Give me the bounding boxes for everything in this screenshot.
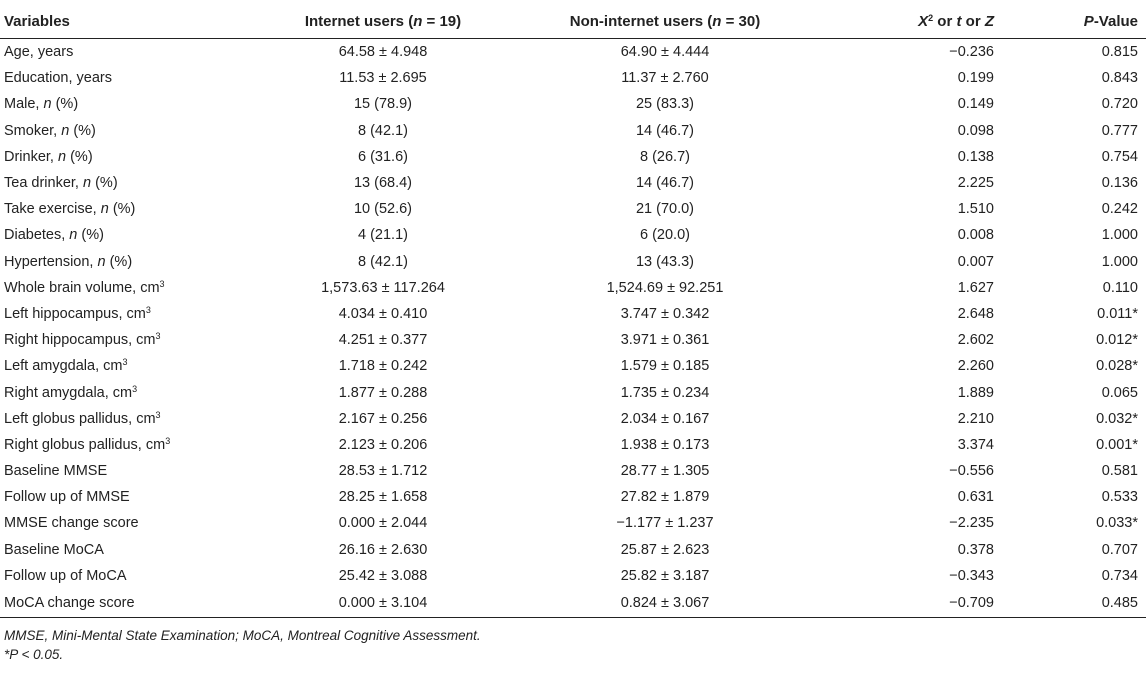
cell-internet-users: 2.167 ± 0.256 bbox=[338, 410, 428, 427]
header-test-statistic: $X^2$ or t or Z bbox=[834, 5, 1002, 39]
cell-p-value: 0.028* bbox=[1096, 358, 1138, 375]
row-label: Follow up of MMSE bbox=[4, 489, 130, 506]
table-row bbox=[0, 65, 1146, 91]
row-label: Drinker, n (%) bbox=[4, 148, 93, 165]
cell-test-statistic: 0.138 bbox=[957, 148, 994, 165]
cell-test-statistic: 0.149 bbox=[957, 96, 994, 113]
cell-internet-users: 6 (31.6) bbox=[358, 148, 408, 165]
cell-p-value: 0.777 bbox=[1101, 122, 1138, 139]
table-row bbox=[0, 589, 1146, 618]
table-row bbox=[0, 353, 1146, 379]
cell-test-statistic: −0.709 bbox=[834, 589, 1002, 618]
cell-internet-users: 8 (42.1) bbox=[358, 253, 408, 270]
cell-internet-users: 4 (21.1) bbox=[358, 227, 408, 244]
row-label: Smoker, n (%) bbox=[4, 122, 96, 139]
table-row bbox=[0, 510, 1146, 536]
row-label: Left hippocampus, $cm^3$ bbox=[4, 304, 151, 322]
cell-test-statistic: −0.343 bbox=[949, 567, 994, 584]
cell-non-internet-users: 1,524.69 ± 92.251 bbox=[606, 279, 724, 296]
demographics-table bbox=[0, 5, 1146, 618]
cell-test-statistic: 0.007 bbox=[957, 253, 994, 270]
cell-internet-users: 2.123 ± 0.206 bbox=[338, 436, 428, 453]
table-row bbox=[0, 379, 1146, 405]
table-row bbox=[0, 406, 1146, 432]
header-variables: Variables bbox=[0, 5, 270, 39]
cell-p-value: 0.012* bbox=[1096, 332, 1138, 349]
cell-internet-users: 0.000 ± 2.044 bbox=[338, 515, 428, 532]
cell-test-statistic: 2.210 bbox=[957, 410, 994, 427]
cell-test-statistic: 0.199 bbox=[957, 70, 994, 87]
cell-p-value: 0.734 bbox=[1101, 567, 1138, 584]
cell-p-value: 0.001* bbox=[1096, 436, 1138, 453]
table-row bbox=[0, 118, 1146, 144]
cell-p-value: 0.843 bbox=[1101, 70, 1138, 87]
cell-non-internet-users: 6 (20.0) bbox=[640, 227, 690, 244]
cell-p-value: 0.110 bbox=[1102, 279, 1138, 296]
row-label: Male, n (%) bbox=[4, 96, 79, 113]
cell-internet-users: 10 (52.6) bbox=[353, 201, 413, 218]
cell-non-internet-users: 27.82 ± 1.879 bbox=[620, 489, 710, 506]
footnote-significance: *P < 0.05. bbox=[4, 646, 64, 662]
row-label: Left amygdala, $cm^3$ bbox=[4, 357, 128, 375]
cell-internet-users: 1,573.63 ± 117.264 bbox=[321, 279, 445, 296]
cell-p-value: 1.000 bbox=[1101, 227, 1138, 244]
cell-internet-users: 64.58 ± 4.948 bbox=[338, 44, 428, 61]
cell-p-value: 0.032* bbox=[1096, 410, 1138, 427]
cell-non-internet-users: 25 (83.3) bbox=[635, 96, 695, 113]
cell-non-internet-users: 1.579 ± 0.185 bbox=[620, 358, 710, 375]
cell-p-value: 0.136 bbox=[1101, 175, 1138, 192]
cell-test-statistic: 0.631 bbox=[957, 489, 994, 506]
cell-p-value: 0.533 bbox=[1101, 489, 1138, 506]
table-container bbox=[0, 5, 1146, 664]
cell-non-internet-users: 28.77 ± 1.305 bbox=[620, 463, 710, 480]
cell-test-statistic: −0.556 bbox=[949, 463, 994, 480]
cell-internet-users: 11.53 ± 2.695 bbox=[339, 70, 427, 87]
cell-test-statistic: 0.378 bbox=[957, 541, 994, 558]
cell-non-internet-users: 1.735 ± 0.234 bbox=[620, 384, 710, 401]
cell-internet-users: 28.53 ± 1.712 bbox=[338, 463, 428, 480]
row-label: Take exercise, n (%) bbox=[4, 201, 136, 218]
cell-test-statistic: 2.260 bbox=[957, 358, 994, 375]
cell-test-statistic: 1.627 bbox=[957, 279, 994, 296]
cell-p-value: 0.242 bbox=[1101, 201, 1138, 218]
cell-internet-users: 8 (42.1) bbox=[358, 122, 408, 139]
cell-p-value: 0.011* bbox=[1097, 305, 1138, 322]
cell-p-value: 0.581 bbox=[1101, 463, 1138, 480]
header-internet-users: Internet users (n = 19) bbox=[270, 5, 496, 39]
cell-test-statistic: 2.648 bbox=[957, 305, 994, 322]
table-row bbox=[0, 301, 1146, 327]
row-label: Hypertension, n (%) bbox=[4, 253, 133, 270]
cell-test-statistic: −2.235 bbox=[949, 515, 994, 532]
cell-test-statistic: 2.602 bbox=[957, 332, 994, 349]
cell-test-statistic: 2.225 bbox=[957, 175, 994, 192]
cell-non-internet-users: 21 (70.0) bbox=[635, 201, 695, 218]
cell-non-internet-users: 1.938 ± 0.173 bbox=[620, 436, 710, 453]
row-label: MoCA change score bbox=[0, 589, 270, 618]
cell-p-value: 0.754 bbox=[1101, 148, 1138, 165]
row-label: Age, years bbox=[4, 44, 74, 61]
footnote-abbreviations: MMSE, Mini-Mental State Examination; MoCA, Montreal Cognitive Assessment. bbox=[4, 627, 481, 643]
cell-internet-users: 1.877 ± 0.288 bbox=[338, 384, 428, 401]
table-row bbox=[0, 327, 1146, 353]
cell-non-internet-users: 64.90 ± 4.444 bbox=[620, 44, 710, 61]
cell-non-internet-users: 11.37 ± 2.760 bbox=[621, 70, 709, 87]
table-row bbox=[0, 563, 1146, 589]
cell-internet-users: 13 (68.4) bbox=[353, 175, 413, 192]
table-header bbox=[0, 5, 1146, 39]
cell-test-statistic: 1.510 bbox=[957, 201, 994, 218]
cell-internet-users: 4.251 ± 0.377 bbox=[338, 332, 428, 349]
table-row bbox=[0, 196, 1146, 222]
table-row bbox=[0, 484, 1146, 510]
cell-non-internet-users: 8 (26.7) bbox=[640, 148, 690, 165]
row-label: Tea drinker, n (%) bbox=[4, 175, 118, 192]
row-label: Education, years bbox=[4, 70, 113, 87]
cell-non-internet-users: 2.034 ± 0.167 bbox=[620, 410, 710, 427]
row-label: Right amygdala, $cm^3$ bbox=[4, 383, 138, 401]
cell-non-internet-users: 3.971 ± 0.361 bbox=[620, 332, 710, 349]
row-label: Diabetes, n (%) bbox=[4, 227, 104, 244]
cell-p-value: 1.000 bbox=[1101, 253, 1138, 270]
row-label: Baseline MMSE bbox=[4, 463, 108, 480]
cell-p-value: 0.815 bbox=[1101, 44, 1138, 61]
cell-p-value: 0.485 bbox=[1002, 589, 1146, 618]
cell-test-statistic: −0.236 bbox=[949, 44, 994, 61]
table-row bbox=[0, 249, 1146, 275]
cell-test-statistic: 1.889 bbox=[957, 384, 994, 401]
cell-non-internet-users: 13 (43.3) bbox=[635, 253, 695, 270]
cell-p-value: 0.707 bbox=[1101, 541, 1138, 558]
header-p-value: P-Value bbox=[1002, 5, 1146, 39]
cell-internet-users: 15 (78.9) bbox=[353, 96, 413, 113]
cell-test-statistic: 3.374 bbox=[957, 436, 994, 453]
cell-non-internet-users: 25.82 ± 3.187 bbox=[620, 567, 710, 584]
cell-internet-users: 0.000 ± 3.104 bbox=[270, 589, 496, 618]
row-label: Whole brain volume, $cm^3$ bbox=[4, 278, 165, 296]
cell-p-value: 0.720 bbox=[1101, 96, 1138, 113]
cell-internet-users: 26.16 ± 2.630 bbox=[338, 541, 428, 558]
table-row bbox=[0, 275, 1146, 301]
table-row bbox=[0, 537, 1146, 563]
header-non-internet-users: Non-internet users (n = 30) bbox=[496, 5, 834, 39]
cell-non-internet-users: −1.177 ± 1.237 bbox=[616, 515, 714, 532]
row-label: Follow up of MoCA bbox=[4, 567, 127, 584]
cell-non-internet-users: 14 (46.7) bbox=[635, 175, 695, 192]
cell-internet-users: 28.25 ± 1.658 bbox=[338, 489, 428, 506]
cell-internet-users: 25.42 ± 3.088 bbox=[338, 567, 428, 584]
table-body bbox=[0, 39, 1146, 618]
table-row bbox=[0, 144, 1146, 170]
cell-non-internet-users: 0.824 ± 3.067 bbox=[496, 589, 834, 618]
cell-test-statistic: 0.008 bbox=[957, 227, 994, 244]
cell-internet-users: 4.034 ± 0.410 bbox=[338, 305, 428, 322]
cell-test-statistic: 0.098 bbox=[957, 122, 994, 139]
header-row bbox=[0, 5, 1146, 39]
cell-non-internet-users: 14 (46.7) bbox=[635, 122, 695, 139]
row-label: Right hippocampus, $cm^3$ bbox=[4, 331, 161, 349]
cell-non-internet-users: 3.747 ± 0.342 bbox=[620, 305, 710, 322]
table-row bbox=[0, 170, 1146, 196]
table-row bbox=[0, 432, 1146, 458]
row-label: Left globus pallidus, $cm^3$ bbox=[4, 409, 161, 427]
row-label: Baseline MoCA bbox=[4, 541, 104, 558]
cell-p-value: 0.033* bbox=[1096, 515, 1138, 532]
row-label: Right globus pallidus, $cm^3$ bbox=[4, 435, 171, 453]
table-row bbox=[0, 222, 1146, 248]
cell-non-internet-users: 25.87 ± 2.623 bbox=[620, 541, 710, 558]
table-row bbox=[0, 91, 1146, 117]
table-row bbox=[0, 458, 1146, 484]
cell-internet-users: 1.718 ± 0.242 bbox=[338, 358, 428, 375]
table-row bbox=[0, 39, 1146, 66]
cell-p-value: 0.065 bbox=[1101, 384, 1138, 401]
row-label: MMSE change score bbox=[4, 515, 139, 532]
